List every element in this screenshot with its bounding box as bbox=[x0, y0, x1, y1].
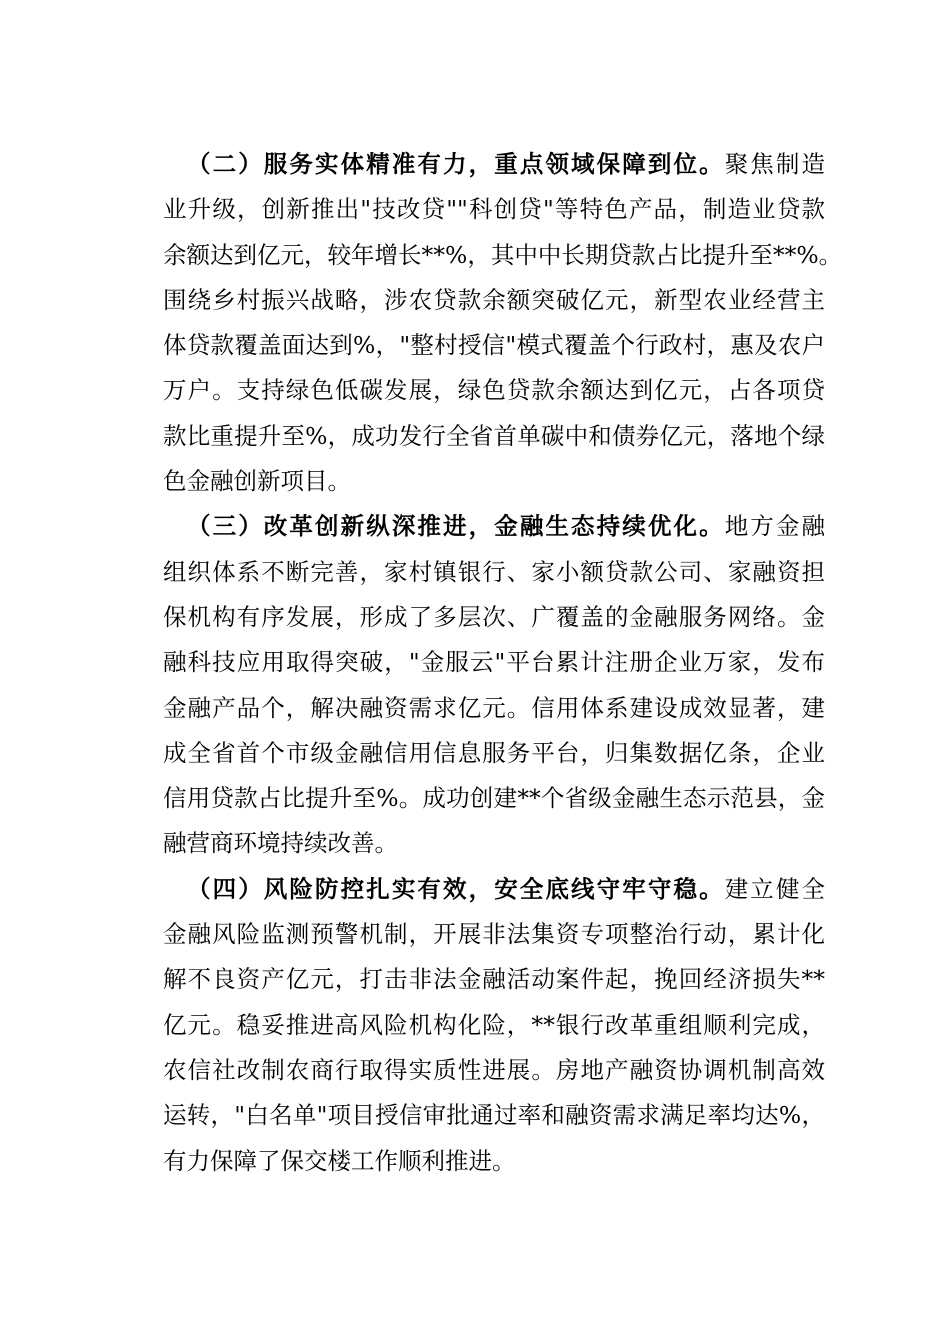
paragraph-heading: （二）服务实体精准有力，重点领域保障到位。 bbox=[187, 150, 725, 178]
body-line: 业升级，创新推出"技改贷""科创贷"等特色产品，制造业贷款 bbox=[163, 195, 825, 224]
body-line: 色金融创新项目。 bbox=[163, 467, 351, 496]
body-text: 建立健全 bbox=[724, 874, 826, 903]
body-line: 保机构有序发展，形成了多层次、广覆盖的金融服务网络。金 bbox=[163, 602, 825, 631]
paragraph-heading: （四）风险防控扎实有效，安全底线守牢守稳。 bbox=[187, 874, 725, 903]
body-line: 有力保障了保交楼工作顺利推进。 bbox=[163, 1146, 516, 1175]
body-line: 成全省首个市级金融信用信息服务平台，归集数据亿条，企业 bbox=[163, 738, 825, 767]
body-line: 融科技应用取得突破，"金服云"平台累计注册企业万家，发布 bbox=[163, 648, 825, 677]
paragraph-2 bbox=[163, 142, 843, 504]
paragraph-heading: （三）改革创新纵深推进，金融生态持续优化。 bbox=[187, 512, 725, 541]
body-line: 解不良资产亿元，打击非法金融活动案件起，挽回经济损失** bbox=[163, 965, 825, 994]
paragraph-first-line bbox=[163, 142, 825, 187]
body-line: 万户。支持绿色低碳发展，绿色贷款余额达到亿元，占各项贷 bbox=[163, 376, 825, 405]
body-line: 组织体系不断完善，家村镇银行、家小额贷款公司、家融资担 bbox=[163, 557, 825, 586]
document-page bbox=[163, 142, 843, 1184]
body-line: 农信社改制农商行取得实质性进展。房地产融资协调机制高效 bbox=[163, 1055, 825, 1084]
body-line: 融营商环境持续改善。 bbox=[163, 829, 398, 858]
body-line: 亿元。稳妥推进高风险机构化险，**银行改革重组顺利完成， bbox=[163, 1010, 825, 1039]
body-line: 围绕乡村振兴战略，涉农贷款余额突破亿元，新型农业经营主 bbox=[163, 285, 825, 314]
paragraph-first-line bbox=[163, 867, 825, 912]
body-line: 运转，"白名单"项目授信审批通过率和融资需求满足率均达%， bbox=[163, 1101, 825, 1130]
body-line: 余额达到亿元，较年增长**%，其中中长期贷款占比提升至**%。 bbox=[163, 240, 843, 269]
body-text: 聚焦制造 bbox=[724, 150, 826, 178]
body-line: 体贷款覆盖面达到%，"整村授信"模式覆盖个行政村，惠及农户 bbox=[163, 331, 825, 360]
body-line: 信用贷款占比提升至%。成功创建**个省级金融生态示范县，金 bbox=[163, 784, 825, 813]
body-line: 款比重提升至%，成功发行全省首单碳中和债券亿元，落地个绿 bbox=[163, 421, 825, 450]
body-text: 地方金融 bbox=[724, 512, 826, 541]
paragraph-4 bbox=[163, 867, 825, 1184]
paragraph-first-line bbox=[163, 504, 825, 549]
paragraph-3 bbox=[163, 504, 825, 866]
body-line: 金融风险监测预警机制，开展非法集资专项整治行动，累计化 bbox=[163, 920, 825, 949]
body-line: 金融产品个，解决融资需求亿元。信用体系建设成效显著，建 bbox=[163, 693, 825, 722]
